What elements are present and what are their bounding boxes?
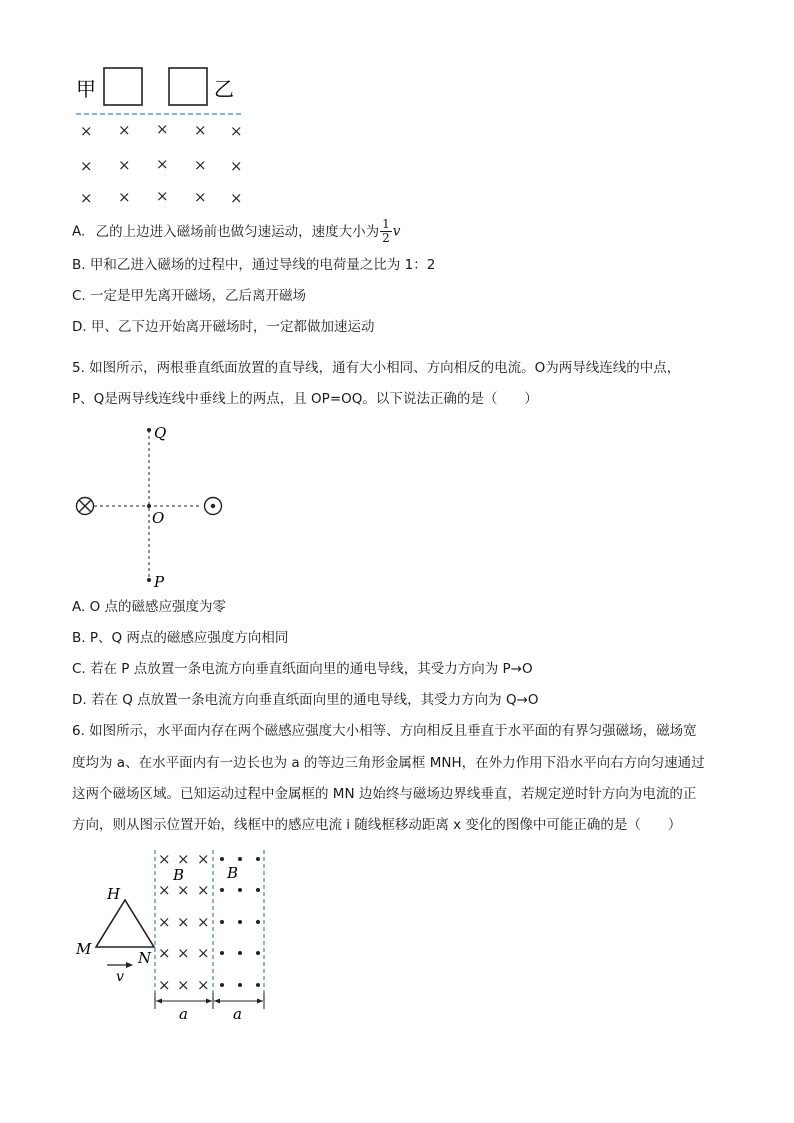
svg-text:×: × (177, 976, 190, 994)
svg-text:×: × (177, 881, 190, 899)
svg-text:×: × (230, 189, 243, 207)
svg-text:×: × (194, 121, 207, 139)
svg-text:×: × (156, 155, 169, 173)
svg-text:×: × (158, 913, 171, 931)
svg-text:×: × (80, 122, 93, 140)
q4-option-d: D. 甲、乙下边开始离开磁场时，一定都做加速运动 (72, 319, 375, 335)
q5-option-a: A. O 点的磁感应强度为零 (72, 599, 226, 615)
q4-option-a-text: 乙的上边进入磁场前也做匀速运动，速度大小为 (95, 223, 380, 240)
label-m: M (76, 940, 92, 958)
label-p: P (154, 573, 165, 590)
q5-option-d: D. 若在 Q 点放置一条电流方向垂直纸面向里的通电导线，其受力方向为 Q→O (72, 692, 539, 708)
label-b-left: B (173, 866, 185, 884)
wire-out-of-page-icon (205, 498, 222, 515)
svg-text:×: × (118, 156, 131, 174)
q6-stem-line-3: 这两个磁场区域。已知运动过程中金属框的 MN 边始终与磁场边界线垂直，若规定逆时针方向为电流的正 (72, 786, 697, 802)
q4-option-a-fraction (380, 218, 392, 245)
q5-option-c: C. 若在 P 点放置一条电流方向垂直纸面向里的通电导线，其受力方向为 P→O (72, 661, 533, 677)
q4-option-c: C. 一定是甲先离开磁场，乙后离开磁场 (72, 288, 307, 304)
svg-text:×: × (194, 156, 207, 174)
loop-yi (169, 68, 207, 105)
field-cross-marks (80, 120, 243, 207)
svg-text:×: × (158, 976, 171, 994)
fraction-denominator: 2 (382, 231, 390, 245)
svg-text:×: × (197, 913, 210, 931)
label-a-right: a (233, 1005, 242, 1023)
label-v: v (116, 969, 124, 985)
svg-text:×: × (177, 913, 190, 931)
figure-q6-triangle-fields (70, 845, 280, 1025)
field-dot-marks (220, 857, 260, 987)
svg-text:×: × (158, 881, 171, 899)
q6-stem-line-1: 6. 如图所示，水平面内存在两个磁感应强度大小相等、方向相反且垂直于水平面的有界匀强磁场，磁场宽 (72, 723, 697, 739)
label-o: O (152, 509, 165, 527)
svg-text:×: × (197, 944, 210, 962)
svg-text:×: × (177, 850, 190, 868)
label-n: N (138, 949, 152, 967)
svg-text:×: × (158, 944, 171, 962)
label-jia: 甲 (76, 77, 96, 101)
fraction-numerator: 1 (382, 217, 390, 231)
loop-jia (104, 68, 142, 105)
svg-text:×: × (197, 976, 210, 994)
point-p (147, 578, 151, 582)
svg-text:×: × (197, 881, 210, 899)
svg-text:×: × (156, 187, 169, 205)
svg-text:×: × (197, 850, 210, 868)
wire-into-page-icon (77, 498, 94, 515)
q6-stem-line-2: 度均为 a、在水平面内有一边长也为 a 的等边三角形金属框 MNH，在外力作用下沿水平向右方向匀速通过 (72, 755, 705, 771)
q4-option-a-var: v (392, 223, 401, 240)
svg-text:×: × (194, 188, 207, 206)
velocity-arrow-icon (107, 962, 133, 968)
svg-text:×: × (230, 122, 243, 140)
svg-text:×: × (156, 120, 169, 138)
q5-option-b: B. P、Q 两点的磁感应强度方向相同 (72, 630, 289, 646)
q6-stem-line-4: 方向，则从图示位置开始，线框中的感应电流 i 随线框移动距离 x 变化的图像中可能正确的是（ ） (72, 817, 682, 833)
figure-1-loops-field (70, 60, 260, 210)
width-dimension (155, 993, 264, 1009)
point-q (147, 428, 151, 432)
label-yi: 乙 (214, 77, 234, 101)
label-q: Q (154, 424, 167, 442)
svg-text:×: × (118, 188, 131, 206)
label-b-right: B (227, 864, 239, 882)
q5-stem-line-1: 5. 如图所示，两根垂直纸面放置的直导线，通有大小相同、方向相反的电流。O为两导线连线的中点， (72, 360, 681, 376)
q4-option-b: B. 甲和乙进入磁场的过程中，通过导线的电荷量之比为 1：2 (72, 257, 436, 273)
triangle-frame-mnh (96, 900, 154, 947)
svg-text:×: × (158, 850, 171, 868)
svg-text:×: × (118, 121, 131, 139)
label-a-left: a (179, 1005, 188, 1023)
label-h: H (107, 885, 121, 903)
svg-text:×: × (80, 189, 93, 207)
svg-text:×: × (177, 944, 190, 962)
q4-option-a-prefix: A. (72, 223, 86, 240)
figure-q5-wires (70, 420, 240, 590)
point-o (147, 504, 151, 508)
svg-text:×: × (80, 157, 93, 175)
svg-text:×: × (230, 157, 243, 175)
q4-option-a (72, 218, 400, 245)
q5-stem-line-2: P、Q是两导线连线中垂线上的两点，且 OP=OQ。以下说法正确的是（ ） (72, 391, 538, 407)
